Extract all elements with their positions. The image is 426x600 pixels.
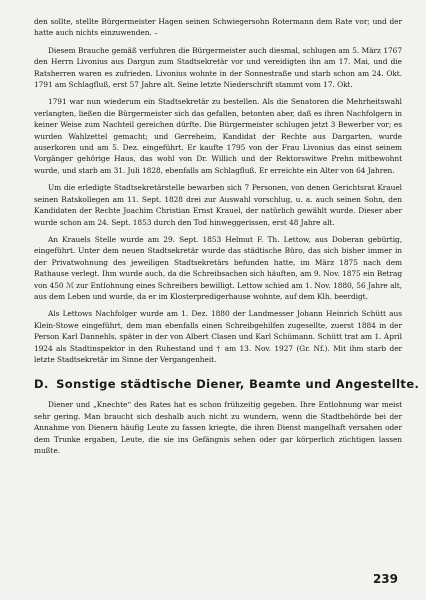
section-title-text: Sonstige städtische Diener, Beamte und Angestellte. [56,377,420,392]
section-paragraph-1: Diener und „Knechte“ des Rates hat es schon frühzeitig gegeben. Ihre Entlohnung war meist sehr gering. Man braucht sich deshalb auch nicht zu wundern, wenn die Stadtbehörde bei der Annahme von Dienern häufig Leute zu fassen kriegte, die ihren Dienst mangelhaft versahen oder dem Trunke ergaben, Leute, die sie ins Gefängnis sehen oder gar körperlich züchtigen lassen mußte. [34,400,402,455]
paragraph-3: 1791 war nun wiederum ein Stadtsekretär zu bestellen. Als die Senatoren die Mehrheitswahl verlangten, ließen die Bürgermeister sich das gefallen, betonten aber, daß es ihren Nachfolgern in keiner Weise zum Nachteil gereichen dürfte. Die Bürgermeister schlugen jetzt 3 Bewerber vor; es wurden Wahlzettel gemacht; und Gerreheim, Kandidat der Rechte aus Dargarten, wurde auserkoren und am 5. Dez. eingeführt. Er kaufte 1795 von der Frau Livonius das einst seinem Vorgänger gehörige Haus, das wohl von Dr. Willich und der Rektorswitwe Prehn mitbewohnt wurde, und starb am 31. Juli 1828, ebenfalls am Schlagfluß. Er erreichte ein Alter von 64 Jahren. [34,97,402,175]
section-letter: D. [34,377,49,392]
paragraph-2: Diesem Brauche gemäß verfuhren die Bürgermeister auch diesmal, schlugen am 5. März 1767 den Herrn Livonius aus Dargun zum Stadtsekretär vor und vereidigten ihn am 17. Mai, und die Ratsherren waren es zufrieden. Livonius wohnte in der Sonnestraße und starb schon am 24. Okt. 1791 am Schlagfluß, erst 57 Jahre alt. Seine letzte Niederschrift stammt vom 17. Okt. [34,45,402,90]
paragraph-6: Als Lettows Nachfolger wurde am 1. Dez. 1880 der Landmesser Johann Heinrich Schütt aus Klein-Stowe eingeführt, dem man ebenfalls einen Schreibgehilfen zugesellte, zuerst 1884 in der Person Karl Dannehls, später in der von Albert Clasen und Karl Schümann. Schütt trat am 1. April 1924 als Stadtinspektor in den Ruhestand und † am 13. Nov. 1927 (Gr. Nf.). Mit ihm starb der letzte Stadtsekretär im Sinne der Vergangenheit. [34,309,402,364]
paragraph-4: Um die erledigte Stadtsekretärstelle bewarben sich 7 Personen, von denen Gerichtsrat Krauel seinen Ratskollegen am 11. Sept. 1828 drei zur Auswahl vorschlug, u. a. auch seinen Sohn, den Kandidaten der Rechte Joachim Christian Ernst Krauel, der natürlich gewählt wurde. Dieser aber wurde schon am 24. Sept. 1853 durch den Tod hinweggerissen, erst 48 Jahre alt. [34,183,402,227]
paragraph-5: An Krauels Stelle wurde am 29. Sept. 1853 Helmut F. Th. Lettow, aus Doberan gebürtig, eingeführt. Unter dem neuen Stadtsekretär wurde das städtische Büro, das sich bisher immer in der Privatwohnung des jeweiligen Stadtsekretärs befunden hatte, im März 1875 nach dem Rathause verlegt. Ihm wurde auch, da die Schreibsachen sich häuften, am 9. Nov. 1875 ein Betrag von 450 ℳ zur Entlohnung eines Schreibers bewilligt. Lettow schied am 1. Nov. 1880, 56 Jahre alt, aus dem Leben und wurde, da er im Klosterpredigerhause wohnte, auf dem Klh. beerdigt. [34,234,402,301]
paragraph-1: den sollte, stellte Bürgermeister Hagen seinen Schwiegersohn Rotermann dem Rate vor; und der hatte auch nichts einzuwenden. – [34,17,402,38]
page-number: 239 [372,572,398,586]
section-heading [34,377,420,392]
